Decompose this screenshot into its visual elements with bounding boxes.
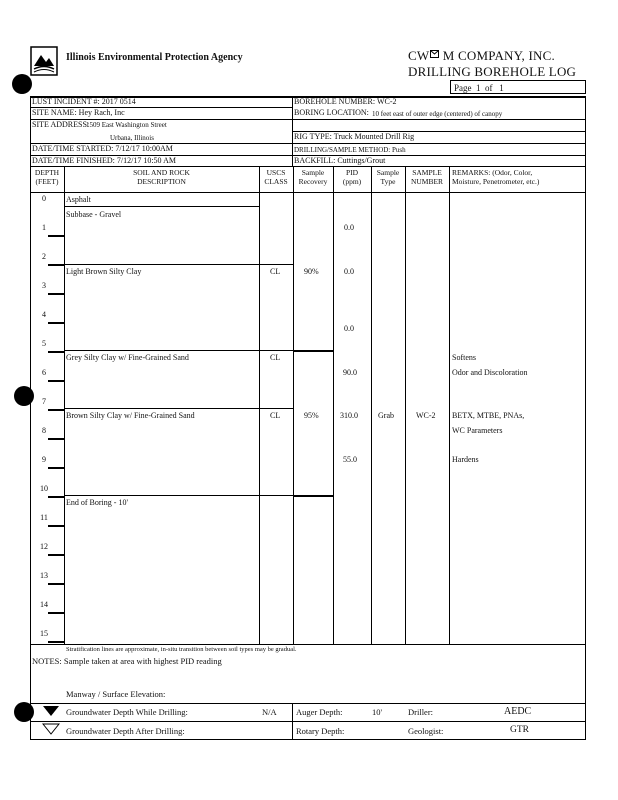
col-depth-header: DEPTH (FEET) — [34, 168, 60, 186]
layer-recovery: 95% — [304, 411, 319, 420]
depth-tick — [48, 380, 64, 382]
depth-tick — [48, 612, 64, 614]
company-suffix: M COMPANY, INC. — [442, 48, 555, 63]
pid-reading: 55.0 — [343, 455, 357, 464]
layer-recovery: 90% — [304, 267, 319, 276]
stratification-note: Stratification lines are approximate, in-situ transition between soil types may be gradual. — [66, 646, 297, 653]
layer-sample-type: Grab — [378, 411, 394, 420]
depth-tick — [48, 554, 64, 556]
punch-hole — [12, 74, 32, 94]
depth-label: 1 — [42, 223, 46, 232]
depth-label: 11 — [40, 513, 48, 522]
layer-description: Asphalt — [66, 195, 91, 204]
date-started: DATE/TIME STARTED: 7/12/17 10:00AM — [32, 144, 173, 153]
remark: Odor and Discoloration — [452, 368, 528, 377]
depth-label: 15 — [40, 629, 48, 638]
depth-tick — [48, 496, 64, 498]
depth-label: 13 — [40, 571, 48, 580]
company-logo-icon — [430, 50, 439, 58]
depth-tick — [48, 641, 64, 643]
company-name — [408, 48, 555, 64]
sample-method: DRILLING/SAMPLE METHOD: Push — [294, 146, 406, 154]
depth-tick — [48, 467, 64, 469]
depth-label: 6 — [42, 368, 46, 377]
layer-description: End of Boring - 10' — [66, 498, 128, 507]
groundwater-after-label: Groundwater Depth After Drilling: — [66, 726, 185, 736]
rotary-depth-label: Rotary Depth: — [296, 726, 345, 736]
company-prefix: CW — [408, 48, 430, 63]
layer-uscs: CL — [270, 267, 281, 276]
depth-label: 8 — [42, 426, 46, 435]
remark: BETX, MTBE, PNAs, — [452, 411, 525, 420]
depth-label: 10 — [40, 484, 48, 493]
site-name: SITE NAME: Hey Rach, Inc — [32, 108, 125, 117]
depth-tick — [48, 264, 64, 266]
driller-label: Driller: — [408, 707, 434, 717]
remark: Softens — [452, 353, 476, 362]
lust-incident: LUST INCIDENT #: 2017 0514 — [32, 97, 136, 106]
pid-reading: 0.0 — [344, 267, 354, 276]
backfill: BACKFILL: Cuttings/Grout — [294, 156, 386, 165]
depth-label: 2 — [42, 252, 46, 261]
depth-tick — [48, 293, 64, 295]
page-label: Page — [454, 83, 472, 93]
layer-description: Light Brown Silty Clay — [66, 267, 142, 276]
layer-uscs: CL — [270, 353, 281, 362]
boring-location-label: BORING LOCATION: — [294, 108, 369, 117]
layer-sample-number: WC-2 — [416, 411, 436, 420]
rig-type: RIG TYPE: Truck Mounted Drill Rig — [294, 132, 415, 141]
pid-reading: 90.0 — [343, 368, 357, 377]
depth-label: 5 — [42, 339, 46, 348]
col-sample-number-header: SAMPLE NUMBER — [410, 168, 444, 186]
geologist-value: GTR — [510, 725, 529, 735]
layer-uscs: CL — [270, 411, 281, 420]
page-indicator — [450, 80, 586, 94]
layer-description: Subbase - Gravel — [66, 210, 122, 219]
groundwater-while-value: N/A — [262, 707, 277, 717]
geologist-label: Geologist: — [408, 726, 444, 736]
depth-label: 12 — [40, 542, 48, 551]
layer-description: Brown Silty Clay w/ Fine-Grained Sand — [66, 411, 195, 420]
depth-tick — [48, 438, 64, 440]
manway-elevation: Manway / Surface Elevation: — [66, 689, 166, 699]
depth-tick — [48, 235, 64, 237]
depth-label: 0 — [42, 194, 46, 203]
pid-reading: 0.0 — [344, 324, 354, 333]
col-uscs-header: USCS CLASS — [264, 168, 288, 186]
col-recovery-header: Sample Recovery — [298, 168, 328, 186]
depth-tick — [48, 525, 64, 527]
depth-tick — [48, 583, 64, 585]
groundwater-while-label: Groundwater Depth While Drilling: — [66, 707, 188, 717]
page-total: 1 — [499, 83, 504, 93]
auger-depth-label: Auger Depth: — [296, 707, 343, 717]
agency-name: Illinois Environmental Protection Agency — [66, 52, 243, 63]
depth-label: 7 — [42, 397, 46, 406]
agency-logo — [30, 46, 58, 76]
col-pid-header: PID (ppm) — [342, 168, 362, 186]
col-remarks-header: REMARKS: (Odor, Color, Moisture, Penetrometer, etc.) — [452, 168, 540, 186]
depth-label: 3 — [42, 281, 46, 290]
borehole-number: BOREHOLE NUMBER: WC-2 — [294, 97, 397, 106]
depth-tick — [48, 351, 64, 353]
site-address-line2: Urbana, Illinois — [110, 134, 154, 142]
date-finished: DATE/TIME FINISHED: 7/12/17 10:50 AM — [32, 156, 176, 165]
col-soil-header: SOIL AND ROCK DESCRIPTION — [133, 168, 190, 186]
depth-tick — [48, 322, 64, 324]
depth-tick — [48, 409, 64, 411]
site-address-label: SITE ADDRESS: — [32, 120, 90, 129]
pid-reading: 310.0 — [340, 411, 358, 420]
groundwater-while-symbol-icon — [42, 705, 60, 717]
driller-value: AEDC — [504, 706, 532, 717]
of-label: of — [485, 83, 493, 93]
layer-description: Grey Silty Clay w/ Fine-Grained Sand — [66, 353, 189, 362]
pid-reading: 0.0 — [344, 223, 354, 232]
site-address-line1: 1509 East Washington Street — [86, 121, 167, 129]
page-number: 1 — [476, 83, 481, 93]
depth-label: 14 — [40, 600, 48, 609]
auger-depth-value: 10' — [372, 707, 383, 717]
groundwater-after-symbol-icon — [42, 723, 60, 735]
depth-label: 9 — [42, 455, 46, 464]
col-sample-type-header: Sample Type — [376, 168, 400, 186]
remark: WC Parameters — [452, 426, 503, 435]
document-title: DRILLING BOREHOLE LOG — [408, 64, 577, 79]
depth-label: 4 — [42, 310, 46, 319]
remark: Hardens — [452, 455, 479, 464]
notes: NOTES: Sample taken at area with highest PID reading — [32, 656, 222, 666]
boring-location: 10 feet east of outer edge (centered) of canopy — [372, 110, 503, 118]
